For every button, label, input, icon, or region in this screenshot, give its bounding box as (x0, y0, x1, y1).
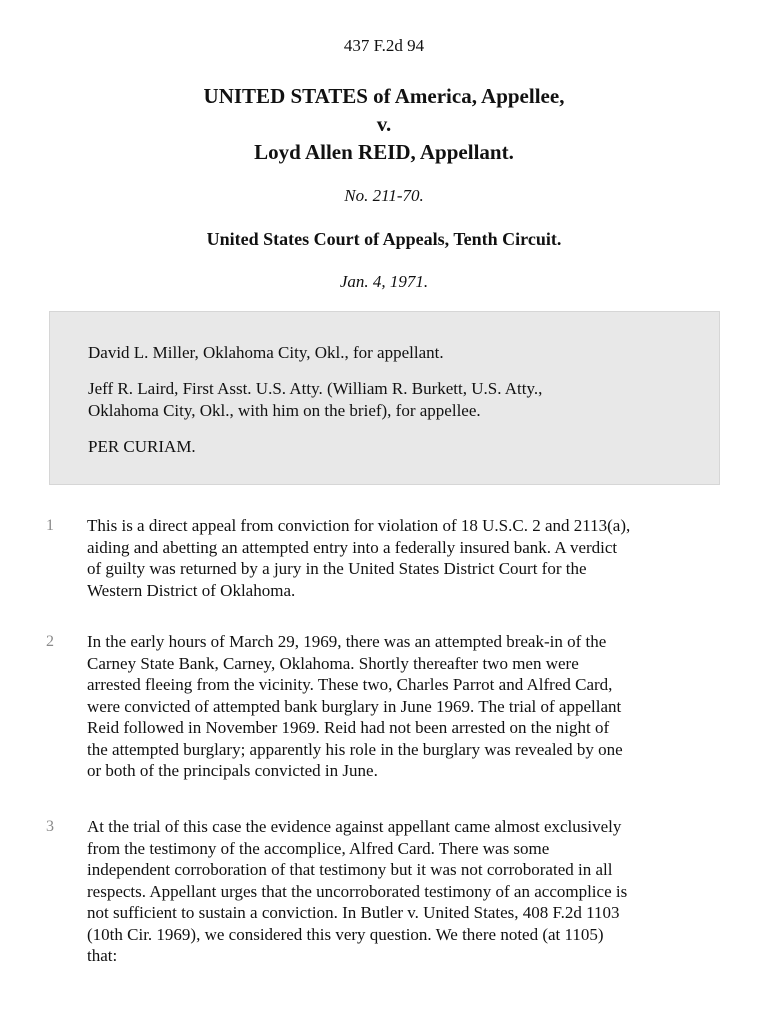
paragraph-number: 2 (46, 633, 54, 650)
paragraph-line: This is a direct appeal from conviction for violation of 18 U.S.C. 2 and 2113(a), (87, 516, 631, 535)
counsel-appellee-line2: Oklahoma City, Okl., with him on the brief), for appellee. (88, 401, 481, 420)
paragraph-line: Carney State Bank, Carney, Oklahoma. Shortly thereafter two men were (87, 653, 579, 673)
paragraph-line: that: (87, 946, 118, 965)
counsel-box (49, 311, 720, 485)
paragraph-line: arrested fleeing from the vicinity. These two, Charles Parrot and Alfred Card, (87, 675, 613, 694)
paragraph-line: Western District of Oklahoma. (87, 580, 296, 600)
paragraph-line: from the testimony of the accomplice, Alfred Card. There was some (87, 838, 550, 858)
case-title-versus: v. (376, 112, 392, 136)
paragraph-line: (10th Cir. 1969), we considered this very question. We there noted (at 1105) (87, 924, 604, 944)
paragraph-line: independent corroboration of that testimony but it was not corroborated in all (87, 860, 613, 879)
counsel-appellee (88, 378, 699, 422)
counsel-appellant: David L. Miller, Oklahoma City, Okl., for appellant. (88, 343, 444, 362)
case-title-appellant: Loyd Allen REID, Appellant. (254, 140, 514, 164)
paragraph-line: respects. Appellant urges that the uncorroborated testimony of an accomplice is (87, 881, 628, 901)
paragraph-text (87, 631, 727, 782)
docket-number: No. 211-70. (344, 186, 424, 205)
decision-date: Jan. 4, 1971. (339, 272, 429, 291)
paragraph-line: aiding and abetting an attempted entry into a federally insured bank. A verdict (87, 537, 618, 557)
paragraph-line: were convicted of attempted bank burglary in June 1969. The trial of appellant (87, 696, 622, 716)
case-title-appellee: UNITED STATES of America, Appellee, (203, 84, 565, 108)
paragraph-line: At the trial of this case the evidence against appellant came almost exclusively (87, 817, 622, 836)
paragraph-line: not sufficient to sustain a conviction. In Butler v. United States, 408 F.2d 1103 (87, 903, 620, 922)
paragraph-line: the attempted burglary; apparently his role in the burglary was revealed by one (87, 739, 623, 759)
case-citation: 437 F.2d 94 (343, 36, 425, 55)
paragraph-text (87, 515, 727, 601)
paragraph-line: Reid followed in November 1969. Reid had not been arrested on the night of (87, 718, 610, 737)
case-title (0, 82, 768, 166)
paragraph-line: or both of the principals convicted in June. (87, 761, 378, 780)
paragraph-text (87, 816, 727, 967)
paragraph-number: 3 (46, 818, 54, 835)
counsel-appellee-line1: Jeff R. Laird, First Asst. U.S. Atty. (William R. Burkett, U.S. Atty., (88, 379, 543, 398)
court-name: United States Court of Appeals, Tenth Circuit. (206, 229, 562, 249)
per-curiam: PER CURIAM. (88, 437, 196, 456)
paragraph-line: In the early hours of March 29, 1969, there was an attempted break-in of the (87, 632, 607, 651)
paragraph-number: 1 (46, 517, 54, 534)
paragraph-line: of guilty was returned by a jury in the United States District Court for the (87, 559, 587, 578)
